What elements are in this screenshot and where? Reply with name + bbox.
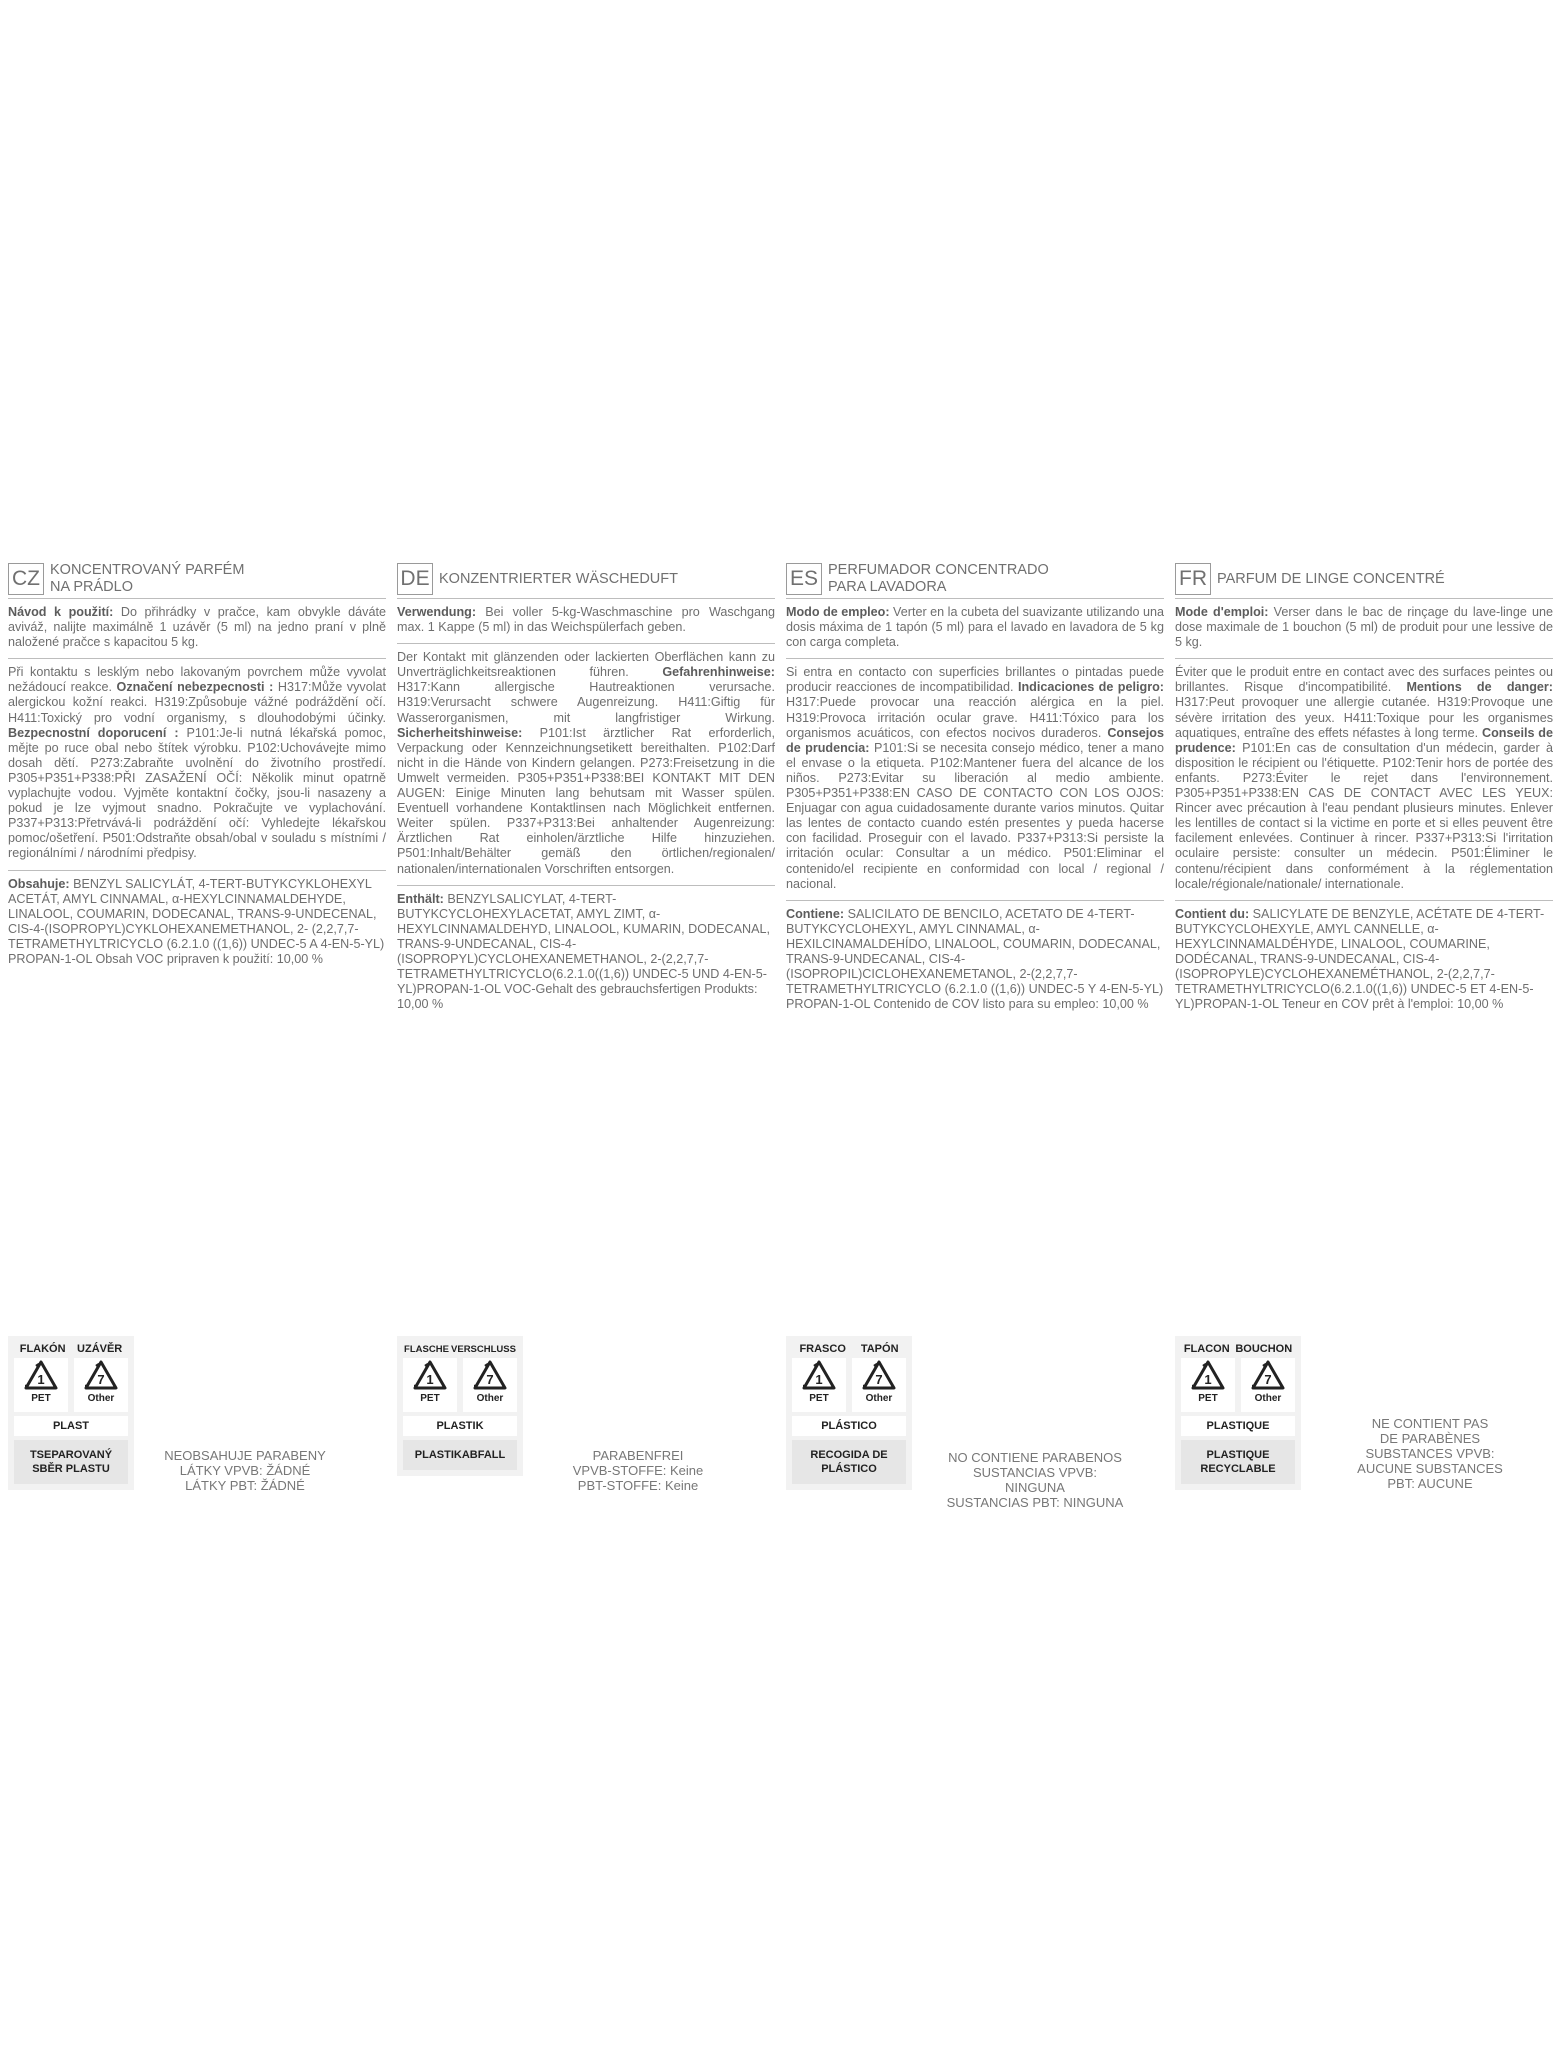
ingredients-paragraph: [397, 886, 775, 1021]
free-of-line: NE CONTIENT PAS: [1371, 1416, 1489, 1431]
resin-code-number: 1: [426, 1372, 434, 1387]
recycle-other-icon: [463, 1358, 517, 1412]
resin-code-number: 7: [875, 1372, 883, 1387]
free-of-fr: [1340, 1416, 1520, 1491]
bottle-label: FLASCHE: [404, 1343, 449, 1355]
ingredients-label: Enthält:: [397, 891, 444, 906]
cap-label: TAPÓN: [860, 1343, 899, 1355]
usage-paragraph: [397, 599, 775, 644]
usage-label: Mode d'emploi:: [1175, 605, 1269, 619]
recycling-header: [792, 1340, 906, 1358]
icon-label: PET: [809, 1393, 829, 1404]
icon-label: Other: [1254, 1393, 1282, 1404]
bin-label: [792, 1440, 906, 1484]
hazard-intro: Der Kontakt mit glänzenden oder lackierten Oberflächen kann zu Unverträglichkeitsreaktionen führen.: [397, 650, 775, 680]
ingredients-label: Contient du:: [1175, 906, 1250, 921]
free-of-line: LÁTKY VPVB: ŽÁDNÉ: [179, 1463, 311, 1478]
ingredients-label: Contiene:: [786, 906, 845, 921]
ingredients-paragraph: [786, 901, 1164, 1021]
cap-label: VERSCHLUSS: [451, 1343, 516, 1355]
section-title: [1217, 571, 1445, 588]
recycling-header: [1181, 1340, 1295, 1358]
title-line: KONCENTROVANÝ PARFÉM: [50, 562, 245, 578]
title-line: PARFUM DE LINGE CONCENTRÉ: [1217, 570, 1445, 587]
precaution-label: Sicherheitshinweise:: [397, 725, 523, 740]
recycling-box-de: [397, 1336, 523, 1476]
section-header: [1175, 560, 1553, 599]
usage-paragraph: [786, 599, 1164, 659]
precaution-text: P101:Ist ärztlicher Rat erforderlich, Verpackung oder Kennzeichnungsetikett bereithalten. P102:Darf nicht in die Hände von Kindern gelangen. P273:Freisetzung in die Umwelt vermeiden. P305+P351+P338:BEI KONTAKT MIT DEN AUGEN: Einige Minuten lang behutsam mit Wasser spülen. Eventuell vorhandene Kontaktlinsen nach Möglichkeit entfernen. Weiter spülen. P337+P313:Bei anhaltender Augenreizung: Ärztlichen Rat einholen/ärztliche Hilfe hinzuziehen. P501:Inhalt/Behälter gemäß den örtlichen/regionalen/ nationalen/internationalen Vorschriften entsorgen.: [397, 725, 775, 876]
ingredients-text: BENZYLSALICYLAT, 4-TERT-BUTYKCYCLOHEXYLACETAT, AMYL ZIMT, α-HEXYLCINNAMALDEHYD, LINALOOL, KUMARIN, DODECANAL, TRANS-9-UNDECANAL, CIS-4-(ISOPROPYL)CYCLOHEXANEMETHANOL, 2-(2,2,7,7-TETRAMETHYLTRICYCLO(6.2.1.0((1,6)) UNDEC-5 UND 4-EN-5-YL)PROPAN-1-OL VOC-Gehalt des gebrauchsfertigen Produkts: 10,00 %: [397, 891, 771, 1012]
free-of-line: PBT: AUCUNE: [1387, 1476, 1473, 1491]
hazard-label: Mentions de danger:: [1406, 680, 1553, 695]
section-header: [397, 560, 775, 599]
language-code: DE: [397, 563, 433, 595]
free-of-line: NO CONTIENE PARABENOS: [948, 1450, 1122, 1465]
section-es: [786, 560, 1164, 1020]
recycle-other-icon: [1241, 1358, 1295, 1412]
recycling-icons: [14, 1358, 128, 1412]
bin-label: [14, 1440, 128, 1484]
precaution-label: Conseils de prudence:: [1175, 725, 1553, 755]
bin-line: RECOGIDA DE: [810, 1449, 888, 1461]
title-line: PERFUMADOR CONCENTRADO: [828, 562, 1049, 578]
hazard-text: H317:Kann allergische Hautreaktionen verursache. H319:Verursacht schwere Augenreizung. H411:Giftig für Wasserorganismen, mit langfristiger Wirkung.: [397, 680, 775, 725]
precaution-label: Bezpecnostní doporucení :: [8, 725, 179, 740]
free-of-line: SUBSTANCES VPVB:: [1365, 1446, 1495, 1461]
usage-text: Verter en la cubeta del suavizante utilizando una dosis máxima de 1 tapón (5 ml) para el lavado en lavadora de 5 kg con carga completa.: [786, 605, 1165, 650]
hazard-label: Gefahrenhinweise:: [662, 665, 775, 680]
free-of-line: SUSTANCIAS PBT: NINGUNA: [946, 1495, 1124, 1510]
ingredients-text: SALICILATO DE BENCILO, ACETATO DE 4-TERT-BUTYKCYCLOHEXYL, AMYL CINNAMAL, α-HEXILCINAMALDEHÍDO, LINALOOL, COUMARIN, DODECANAL, TRANS-9-UNDECANAL, CIS-4-(ISOPROPIL)CICLOHEXANEMETANOL, 2-(2,2,7,7-TETRAMETHYLTRICYCLO (6.2.1.0 ((1,6)) UNDEC-5 Y 4-EN-5-YL) PROPAN-1-OL Contenido de COV listo para su empleo: 10,00 %: [786, 906, 1164, 1012]
recycling-header: [14, 1340, 128, 1358]
recycling-icons: [403, 1358, 517, 1412]
title-line: KONZENTRIERTER WÄSCHEDUFT: [439, 570, 678, 587]
recycle-other-icon: [74, 1358, 128, 1412]
ingredients-label: Obsahuje:: [8, 876, 70, 891]
free-of-es: [945, 1450, 1125, 1510]
resin-code-number: 1: [37, 1372, 45, 1387]
free-of-line: NEOBSAHUJE PARABENY: [164, 1448, 326, 1463]
hazard-label: Indicaciones de peligro:: [1017, 680, 1164, 695]
bin-line: SBĚR PLASTU: [32, 1463, 110, 1475]
free-of-line: PBT-STOFFE: Keine: [577, 1478, 699, 1493]
recycle-pet-icon: [1181, 1358, 1235, 1412]
usage-paragraph: [8, 599, 386, 659]
section-title: [439, 571, 678, 588]
section-title: [50, 562, 244, 596]
free-of-line: VPVB-STOFFE: Keine: [572, 1463, 704, 1478]
hazard-text: H317:Peut provoquer une allergie cutanée. H319:Provoque une sévère irritation des yeux. H411:Toxique pour les organismes aquatiques, entraîne des effets néfastes à long terme.: [1175, 695, 1553, 740]
resin-code-number: 1: [1204, 1372, 1212, 1387]
bottle-label: FRASCO: [799, 1343, 846, 1355]
ingredients-text: SALICYLATE DE BENZYLE, ACÉTATE DE 4-TERT-BUTYKCYCLOHEXYLE, AMYL CANNELLE, α-HEXYLCINNAMALDÉHYDE, LINALOOL, COUMARINE, DODÉCANAL, TRANS-9-UNDECANAL, CIS-4-(ISOPROPYLE)CYCLOHEXANEMÉTHANOL, 2-(2,2,7,7-TETRAMETHYLTRICYCLO(6.2.1.0((1,6)) UNDEC-5 ET 4-EN-5-YL)PROPAN-1-OL Teneur en COV prêt à l'emploi: 10,00 %: [1175, 906, 1545, 1012]
usage-text: Do přihrádky v pračce, kam obvykle dáváte aviváž, nalijte maximálně 1 uzávěr (5 ml) na jedno praní v plně naložené pračce s kapacitou 5 kg.: [8, 605, 386, 650]
hazard-intro: Si entra en contacto con superficies brillantes o pintadas puede producir reacciones de incompatibilidad.: [786, 665, 1164, 695]
section-fr: [1175, 560, 1553, 1020]
recycling-icons: [792, 1358, 906, 1412]
cap-label: UZÁVĚR: [77, 1343, 123, 1355]
recycling-box-cz: [8, 1336, 134, 1490]
usage-label: Modo de empleo:: [786, 605, 890, 619]
hazard-paragraph: [8, 659, 386, 870]
recycling-icons: [1181, 1358, 1295, 1412]
usage-text: Verser dans le bac de rinçage du lave-linge une dose maximale de 1 bouchon (5 ml) de produit pour une lessive de 5 kg.: [1175, 605, 1553, 650]
language-code: ES: [786, 563, 822, 595]
bin-line: TSEPAROVANÝ: [29, 1449, 113, 1461]
free-of-line: DE PARABÈNES: [1379, 1431, 1481, 1446]
hazard-paragraph: [786, 659, 1164, 900]
free-of-cz: [155, 1448, 335, 1493]
title-line: NA PRÁDLO: [50, 579, 133, 595]
hazard-text: H317:Může vyvolat alergickou kožní reakci. H319:Způsobuje vážné podráždění očí. H411:Toxický pro vodní organismy, s dlouhodobými účinky.: [8, 680, 386, 725]
usage-text: Bei voller 5-kg-Waschmaschine pro Waschgang max. 1 Kappe (5 ml) in das Weichspülerfach geben.: [397, 605, 775, 635]
free-of-de: [548, 1448, 728, 1493]
section-title: [828, 562, 1049, 596]
recycling-box-es: [786, 1336, 912, 1490]
recycle-pet-icon: [792, 1358, 846, 1412]
section-cz: [8, 560, 386, 975]
usage-label: Návod k použití:: [8, 605, 114, 619]
title-line: PARA LAVADORA: [828, 579, 947, 595]
usage-label: Verwendung:: [397, 605, 477, 619]
free-of-line: PARABENFREI: [592, 1448, 684, 1463]
icon-label: Other: [476, 1393, 504, 1404]
precaution-text: P101:Si se necesita consejo médico, tener a mano el envase o la etiqueta. P102:Mantener fuera del alcance de los niños. P273:Evitar su liberación al medio ambiente. P305+P351+P338:EN CASO DE CONTACTO CON LOS OJOS: Enjuagar con agua cuidadosamente durante varios minutos. Quitar las lentes de contacto cuando estén presentes y pueda hacerse con facilidad. Proseguir con el lavado. P337+P313:Si persiste la irritación ocular: Consultar a un médico. P501:Eliminar el contenido/el recipiente en conformidad con local / regional / nacional.: [786, 740, 1164, 891]
language-code: FR: [1175, 563, 1211, 595]
section-de: [397, 560, 775, 1020]
bin-line: PLÁSTICO: [821, 1463, 877, 1475]
resin-code-number: 7: [1264, 1372, 1272, 1387]
hazard-intro: Při kontaktu s lesklým nebo lakovaným povrchem může vyvolat nežádoucí reakce.: [8, 665, 386, 695]
bin-line: PLASTIQUE: [1206, 1449, 1270, 1461]
recycling-header: [403, 1340, 517, 1358]
precaution-text: P101:Je-li nutná lékařská pomoc, mějte po ruce obal nebo štítek výrobku. P102:Uchovávejte mimo dosah dětí. P273:Zabraňte uvolnění do životního prostředí. P305+P351+P338:PŘI ZASAŽENÍ OČÍ: Několik minut opatrně vyplachujte vodou. Vyjměte kontaktní čočky, jsou-li nasazeny a pokud je lze vyjmout snadno. Pokračujte ve vyplachování. P337+P313:Přetrvává-li podráždění očí: Vyhledejte lékařskou pomoc/ošetření. P501:Odstraňte obsah/obal v souladu s místními / regionálními / národními předpisy.: [8, 725, 386, 861]
recycle-other-icon: [852, 1358, 906, 1412]
hazard-intro: Éviter que le produit entre en contact avec des surfaces peintes ou brillantes. Risque d'incompatibilité.: [1175, 665, 1553, 695]
language-code: CZ: [8, 563, 44, 595]
material-label: PLAST: [14, 1416, 128, 1436]
hazard-paragraph: [1175, 659, 1553, 900]
recycle-pet-icon: [403, 1358, 457, 1412]
material-label: PLASTIK: [403, 1416, 517, 1436]
hazard-paragraph: [397, 644, 775, 885]
recycling-box-fr: [1175, 1336, 1301, 1490]
icon-label: PET: [420, 1393, 440, 1404]
bottle-label: FLAKÓN: [19, 1343, 66, 1355]
bin-line: PLASTIKABFALL: [414, 1449, 506, 1461]
bin-label: [403, 1440, 517, 1470]
cap-label: BOUCHON: [1235, 1343, 1293, 1355]
bottle-label: FLACON: [1183, 1343, 1230, 1355]
hazard-label: Označení nebezpecnosti :: [116, 680, 274, 695]
ingredients-paragraph: [8, 871, 386, 976]
precaution-label: Consejos de prudencia:: [786, 725, 1164, 755]
bin-line: RECYCLABLE: [1200, 1463, 1276, 1475]
section-header: [8, 560, 386, 599]
free-of-line: LÁTKY PBT: ŽÁDNÉ: [185, 1478, 305, 1493]
ingredients-text: BENZYL SALICYLÁT, 4-TERT-BUTYKCYKLOHEXYL ACETÁT, AMYL CINNAMAL, α-HEXYLCINNAMALDEHYDE, LINALOOL, COUMARIN, DODECANAL, TRANS-9-UNDECENAL, CIS-4-(ISOPROPYL)CYKLOHEXANEMETHANOL, 2- (2,2,7,7-TETRAMETHYLTRICYCLO (6.2.1.0 ((1,6)) UNDEC-5 A 4-EN-5-YL) PROPAN-1-OL Obsah VOC pripraven k použití: 10,00 %: [8, 876, 385, 966]
hazard-text: H317:Puede provocar una reacción alérgica en la piel. H319:Provoca irritación ocular grave. H411:Tóxico para los organismos acuáticos, con efectos nocivos duraderos.: [786, 695, 1164, 740]
resin-code-number: 7: [97, 1372, 105, 1387]
icon-label: Other: [865, 1393, 893, 1404]
usage-paragraph: [1175, 599, 1553, 659]
icon-label: Other: [87, 1393, 115, 1404]
resin-code-number: 7: [486, 1372, 494, 1387]
free-of-line: AUCUNE SUBSTANCES: [1357, 1461, 1503, 1476]
bin-label: [1181, 1440, 1295, 1484]
precaution-text: P101:En cas de consultation d'un médecin, garder à disposition le récipient ou l'étiquette. P102:Tenir hors de portée des enfants. P273:Éviter le rejet dans l'environnement. P305+P351+P338:EN CAS DE CONTACT AVEC LES YEUX: Rincer avec précaution à l'eau pendant plusieurs minutes. Enlever les lentilles de contact si la victime en porte et si elles peuvent être facilement enlevées. Continuer à rincer. P337+P313:Si l'irritation oculaire persiste: consulter un médecin. P501:Éliminer le contenu/récipient dans conformément à la réglementation locale/régionale/nationale/ internationale.: [1175, 740, 1553, 891]
material-label: PLÁSTICO: [792, 1416, 906, 1436]
ingredients-paragraph: [1175, 901, 1553, 1021]
free-of-line: SUSTANCIAS VPVB: NINGUNA: [972, 1465, 1097, 1495]
resin-code-number: 1: [815, 1372, 823, 1387]
section-header: [786, 560, 1164, 599]
recycle-pet-icon: [14, 1358, 68, 1412]
icon-label: PET: [31, 1393, 51, 1404]
icon-label: PET: [1198, 1393, 1218, 1404]
material-label: PLASTIQUE: [1181, 1416, 1295, 1436]
